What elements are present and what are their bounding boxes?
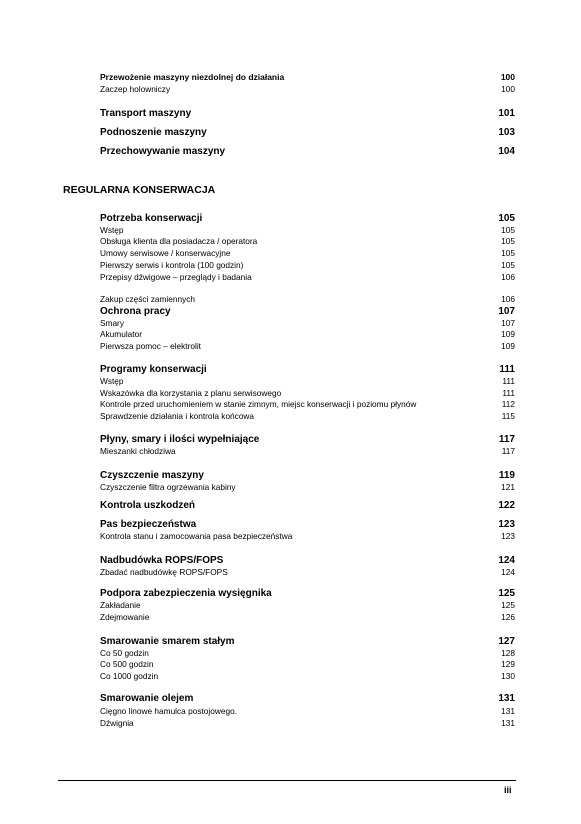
toc-entry-title: Zdejmowanie xyxy=(100,612,150,622)
toc-entry-page: 109 xyxy=(501,341,515,351)
toc-entry-page: 126 xyxy=(501,612,515,622)
toc-entry-title: Zakup części zamiennych xyxy=(100,294,195,304)
toc-entry[interactable] xyxy=(100,363,515,376)
toc-entry-page: 117 xyxy=(498,434,515,445)
toc-entry-title: Co 500 godzin xyxy=(100,659,154,669)
toc-entry-page: 122 xyxy=(498,500,515,511)
toc-entry-page: 128 xyxy=(501,648,515,658)
toc-entry-page: 111 xyxy=(502,376,515,386)
toc-entry-title: Smary xyxy=(100,318,124,328)
toc-entry-page: 107 xyxy=(498,306,515,317)
toc-entry[interactable] xyxy=(100,469,515,482)
toc-entry-page: 106 xyxy=(501,272,515,282)
toc-entry[interactable] xyxy=(100,399,515,410)
toc-entry[interactable] xyxy=(100,411,515,422)
toc-entry-title: Kontrole przed uruchomieniem w stanie zimnym, miejsc konserwacji i poziomu płynów xyxy=(100,399,417,409)
toc-entry-page: 117 xyxy=(501,446,515,456)
toc-entry[interactable] xyxy=(100,225,515,236)
toc-entry-title: Ochrona pracy xyxy=(100,306,171,317)
toc-entry-page: 123 xyxy=(498,519,515,530)
toc-entry-page: 125 xyxy=(501,600,515,610)
toc-entry[interactable] xyxy=(100,305,515,318)
toc-entry[interactable] xyxy=(100,531,515,542)
toc-entry-title: Co 1000 godzin xyxy=(100,671,159,681)
toc-entry-page: 131 xyxy=(501,718,515,728)
toc-entry[interactable] xyxy=(100,587,515,600)
toc-entry-page: 100 xyxy=(501,84,515,94)
toc-entry[interactable] xyxy=(100,107,515,120)
toc-entry-title: Zbadać nadbudówkę ROPS/FOPS xyxy=(100,567,228,577)
toc-entry-title: Przewożenie maszyny niezdolnej do działania xyxy=(100,72,285,82)
footer-divider xyxy=(58,780,516,781)
toc-entry-title: Podpora zabezpieczenia wysięgnika xyxy=(100,588,272,599)
toc-entry-title: Przepisy dźwigowe – przeglądy i badania xyxy=(100,272,252,282)
toc-entry-title: Wstęp xyxy=(100,225,124,235)
toc-entry-page: 105 xyxy=(498,213,515,224)
toc-entry-title: Przechowywanie maszyny xyxy=(100,146,226,157)
toc-entry[interactable] xyxy=(100,145,515,158)
toc-entry[interactable] xyxy=(100,318,515,329)
toc-entry[interactable] xyxy=(100,648,515,659)
toc-entry[interactable] xyxy=(100,671,515,682)
toc-entry[interactable] xyxy=(100,329,515,340)
toc-entry-page: 109 xyxy=(501,329,515,339)
toc-entry-title: Dźwignia xyxy=(100,718,134,728)
toc-entry[interactable] xyxy=(100,482,515,493)
toc-entry-page: 103 xyxy=(498,127,515,138)
toc-entry[interactable] xyxy=(100,600,515,611)
toc-entry-title: Potrzeba konserwacji xyxy=(100,213,203,224)
toc-entry[interactable] xyxy=(100,236,515,247)
toc-entry[interactable] xyxy=(100,554,515,567)
toc-entry-title: Wskazówka dla korzystania z planu serwisowego xyxy=(100,388,282,398)
section-title: REGULARNA KONSERWACJA xyxy=(63,184,216,196)
toc-entry-page: 130 xyxy=(501,671,515,681)
toc-entry[interactable] xyxy=(100,518,515,531)
toc-entry[interactable] xyxy=(100,294,515,305)
toc-entry-page: 124 xyxy=(498,555,515,566)
toc-entry[interactable] xyxy=(100,433,515,446)
toc-entry-page: 131 xyxy=(501,706,515,716)
toc-entry-title: Transport maszyny xyxy=(100,108,192,119)
toc-entry[interactable] xyxy=(100,126,515,139)
toc-entry-page: 101 xyxy=(498,108,515,119)
toc-entry-page: 104 xyxy=(498,146,515,157)
toc-entry[interactable] xyxy=(100,635,515,648)
toc-entry-title: Co 50 godzin xyxy=(100,648,149,658)
footer-page-number: iii xyxy=(504,785,512,795)
toc-entry-page: 124 xyxy=(501,567,515,577)
toc-entry-title: Pas bezpieczeństwa xyxy=(100,519,197,530)
toc-entry[interactable] xyxy=(100,718,515,729)
toc-entry-title: Smarowanie smarem stałym xyxy=(100,636,235,647)
toc-entry[interactable] xyxy=(100,499,515,512)
toc-entry-title: Mieszanki chłodziwa xyxy=(100,446,176,456)
toc-entry-page: 121 xyxy=(501,482,515,492)
toc-entry-title: Programy konserwacji xyxy=(100,364,207,375)
toc-entry[interactable] xyxy=(100,376,515,387)
toc-entry-page: 105 xyxy=(501,236,515,246)
toc-entry-title: Kontrola stanu i zamocowania pasa bezpieczeństwa xyxy=(100,531,293,541)
toc-entry-title: Nadbudówka ROPS/FOPS xyxy=(100,555,224,566)
toc-entry-page: 127 xyxy=(498,636,515,647)
toc-entry[interactable] xyxy=(100,612,515,623)
toc-entry[interactable] xyxy=(100,659,515,670)
toc-entry-page: 125 xyxy=(498,588,515,599)
toc-entry-page: 131 xyxy=(498,693,515,704)
toc-entry-title: Czyszczenie filtra ogrzewania kabiny xyxy=(100,482,236,492)
toc-entry-title: Czyszczenie maszyny xyxy=(100,470,204,481)
toc-entry-page: 111 xyxy=(502,388,515,398)
toc-entry-page: 107 xyxy=(501,318,515,328)
toc-entry-page: 115 xyxy=(501,411,515,421)
toc-entry[interactable] xyxy=(100,260,515,271)
toc-entry-page: 112 xyxy=(501,399,515,409)
toc-entry[interactable] xyxy=(100,84,515,95)
toc-entry-page: 100 xyxy=(500,72,515,82)
toc-entry-title: Zakładanie xyxy=(100,600,141,610)
toc-entry-title: Pierwsza pomoc – elektrolit xyxy=(100,341,201,351)
toc-entry-page: 123 xyxy=(501,531,515,541)
toc-entry[interactable] xyxy=(100,272,515,283)
toc-entry-page: 105 xyxy=(501,225,515,235)
toc-entry[interactable] xyxy=(100,72,515,83)
toc-entry-title: Smarowanie olejem xyxy=(100,693,194,704)
toc-entry-title: Obsługa klienta dla posiadacza / operatora xyxy=(100,236,258,246)
toc-entry-title: Umowy serwisowe / konserwacyjne xyxy=(100,248,231,258)
toc-entry-title: Zaczep holowniczy xyxy=(100,84,171,94)
toc-entry[interactable] xyxy=(100,446,515,457)
toc-entry-page: 106 xyxy=(501,294,515,304)
toc-entry[interactable] xyxy=(100,692,515,705)
toc-entry-page: 105 xyxy=(501,248,515,258)
toc-entry-title: Cięgno linowe hamulca postojowego. xyxy=(100,706,237,716)
toc-entry[interactable] xyxy=(100,706,515,717)
toc-entry-title: Płyny, smary i ilości wypełniające xyxy=(100,434,260,445)
toc-entry[interactable] xyxy=(100,212,515,225)
toc-entry-title: Pierwszy serwis i kontrola (100 godzin) xyxy=(100,260,244,270)
toc-entry-page: 119 xyxy=(498,470,515,481)
toc-entry-title: Wstęp xyxy=(100,376,124,386)
toc-entry-title: Akumulator xyxy=(100,329,142,339)
toc-entry-page: 129 xyxy=(501,659,515,669)
toc-entry[interactable] xyxy=(100,248,515,259)
toc-entry-title: Podnoszenie maszyny xyxy=(100,127,207,138)
toc-entry-page: 111 xyxy=(499,364,515,375)
toc-entry[interactable] xyxy=(100,388,515,399)
toc-entry-title: Kontrola uszkodzeń xyxy=(100,500,196,511)
toc-entry[interactable] xyxy=(100,567,515,578)
toc-entry-title: Sprawdzenie działania i kontrola końcowa xyxy=(100,411,255,421)
toc-entry-page: 105 xyxy=(501,260,515,270)
toc-entry[interactable] xyxy=(100,341,515,352)
